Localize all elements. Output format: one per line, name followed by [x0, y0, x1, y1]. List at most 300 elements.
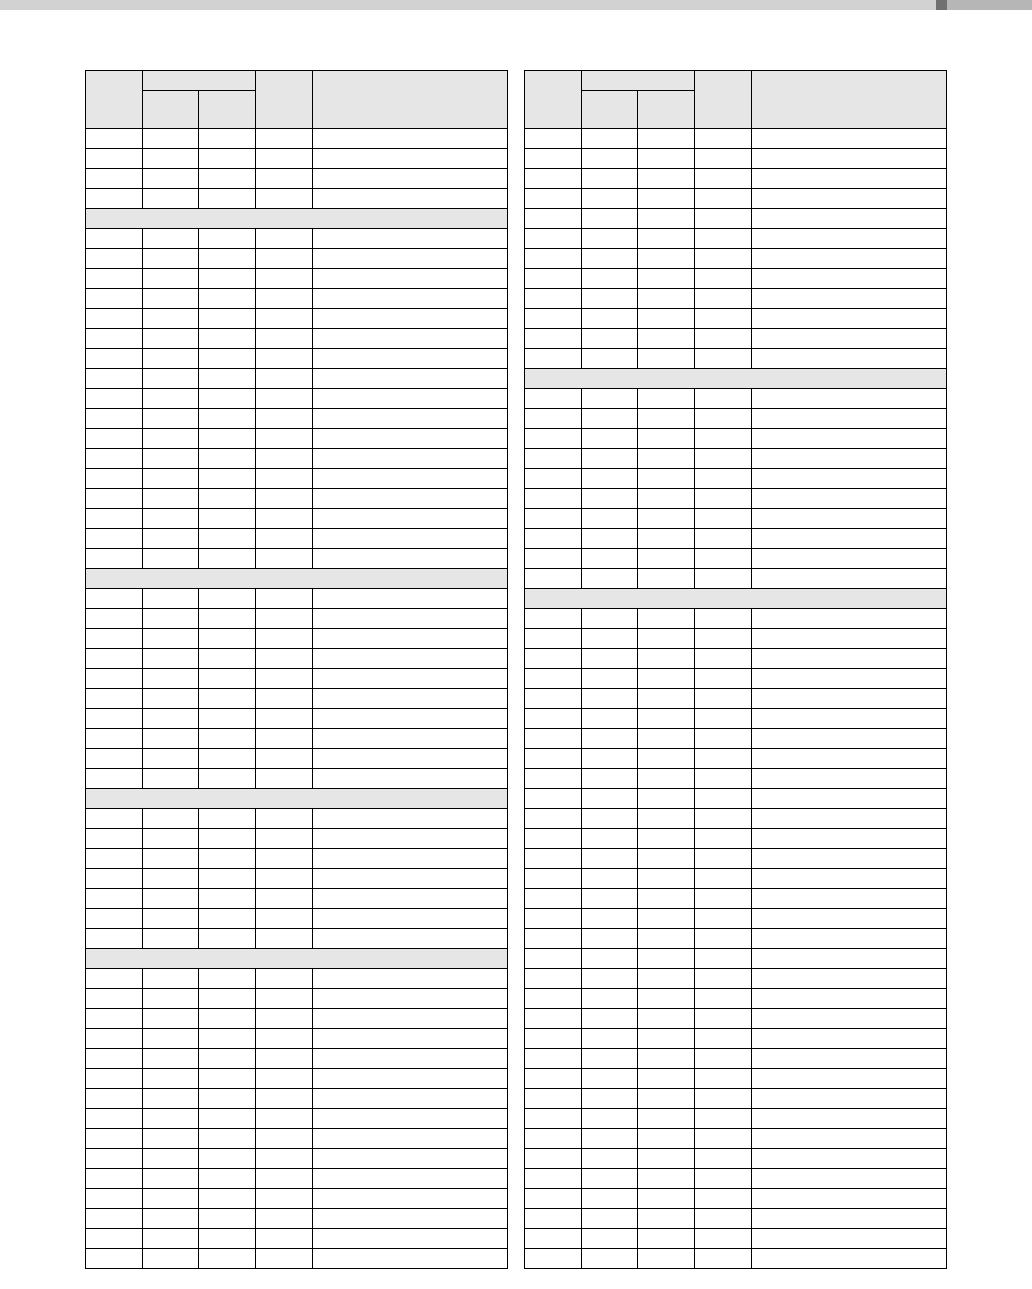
table-cell — [143, 349, 199, 369]
table-cell — [86, 769, 143, 789]
table-cell — [256, 389, 313, 409]
table-cell — [582, 1189, 638, 1209]
table-cell — [86, 829, 143, 849]
table-cell — [199, 809, 256, 829]
table-cell — [143, 229, 199, 249]
table-cell — [143, 1049, 199, 1069]
table-cell — [638, 869, 695, 889]
table-cell — [256, 289, 313, 309]
table-row — [86, 1009, 508, 1029]
table-cell — [256, 1109, 313, 1129]
table-cell — [199, 349, 256, 369]
table-cell — [525, 629, 582, 649]
table-cell — [256, 229, 313, 249]
table-cell — [313, 229, 508, 249]
table-cell — [582, 1049, 638, 1069]
table-cell — [695, 1109, 752, 1129]
left-table — [85, 70, 508, 1269]
table-cell — [525, 709, 582, 729]
table-cell — [752, 1189, 947, 1209]
table-cell — [143, 909, 199, 929]
table-cell — [638, 489, 695, 509]
table-row — [86, 369, 508, 389]
table-cell — [199, 429, 256, 449]
table-cell — [256, 969, 313, 989]
table-cell — [582, 649, 638, 669]
table-cell — [199, 1109, 256, 1129]
table-cell — [525, 269, 582, 289]
table-row — [86, 729, 508, 749]
table-cell — [313, 769, 508, 789]
table-row — [525, 469, 947, 489]
table-row — [525, 629, 947, 649]
table-row — [86, 889, 508, 909]
table-cell — [199, 549, 256, 569]
table-cell — [752, 1009, 947, 1029]
table-cell — [582, 689, 638, 709]
table-cell — [256, 1069, 313, 1089]
table-row — [86, 509, 508, 529]
table-row — [86, 449, 508, 469]
table-cell — [256, 609, 313, 629]
table-cell — [752, 469, 947, 489]
table-cell — [695, 389, 752, 409]
table-row — [525, 1169, 947, 1189]
table-cell — [638, 709, 695, 729]
table-cell — [752, 489, 947, 509]
table-cell — [256, 489, 313, 509]
table-cell — [752, 569, 947, 589]
table-cell — [582, 889, 638, 909]
table-cell — [313, 1229, 508, 1249]
table-cell — [638, 749, 695, 769]
table-cell — [752, 189, 947, 209]
table-cell — [752, 889, 947, 909]
table-cell — [313, 1089, 508, 1109]
table-cell — [256, 889, 313, 909]
table-row — [525, 649, 947, 669]
table-cell — [582, 209, 638, 229]
table-cell — [582, 789, 638, 809]
table-cell — [638, 569, 695, 589]
table-cell — [525, 209, 582, 229]
table-cell — [695, 989, 752, 1009]
table-cell — [752, 689, 947, 709]
header-col-4 — [695, 71, 752, 129]
table-cell — [752, 1149, 947, 1169]
table-cell — [695, 1069, 752, 1089]
table-row — [525, 609, 947, 629]
table-row — [525, 869, 947, 889]
table-cell — [525, 389, 582, 409]
table-row — [525, 449, 947, 469]
table-cell — [313, 1209, 508, 1229]
table-cell — [752, 789, 947, 809]
table-cell — [86, 1109, 143, 1129]
table-row — [86, 1249, 508, 1269]
table-cell — [313, 469, 508, 489]
table-cell — [86, 929, 143, 949]
table-cell — [695, 669, 752, 689]
table-cell — [143, 629, 199, 649]
table-cell — [199, 249, 256, 269]
table-cell — [313, 649, 508, 669]
table-cell — [695, 649, 752, 669]
table-row — [86, 629, 508, 649]
table-cell — [582, 949, 638, 969]
table-cell — [582, 509, 638, 529]
table-cell — [695, 769, 752, 789]
right-table-header — [525, 71, 947, 129]
table-cell — [695, 509, 752, 529]
header-bar — [0, 0, 1032, 10]
table-row — [86, 689, 508, 709]
table-row — [525, 209, 947, 229]
table-cell — [143, 169, 199, 189]
table-cell — [86, 509, 143, 529]
table-cell — [582, 189, 638, 209]
table-row — [86, 1129, 508, 1149]
table-row — [86, 1029, 508, 1049]
table-cell — [582, 249, 638, 269]
table-cell — [752, 429, 947, 449]
table-cell — [313, 1029, 508, 1049]
table-row — [86, 849, 508, 869]
table-cell — [695, 329, 752, 349]
table-cell — [525, 1069, 582, 1089]
table-cell — [199, 989, 256, 1009]
table-cell — [582, 309, 638, 329]
section-cell — [86, 209, 508, 229]
table-cell — [525, 1049, 582, 1069]
table-cell — [752, 709, 947, 729]
table-cell — [638, 889, 695, 909]
table-cell — [199, 369, 256, 389]
table-cell — [582, 1089, 638, 1109]
table-cell — [199, 629, 256, 649]
header-col-4 — [256, 71, 313, 129]
table-row — [86, 489, 508, 509]
table-cell — [313, 449, 508, 469]
table-cell — [313, 729, 508, 749]
table-cell — [752, 1229, 947, 1249]
table-cell — [313, 389, 508, 409]
table-cell — [199, 329, 256, 349]
table-cell — [525, 1129, 582, 1149]
table-cell — [143, 829, 199, 849]
table-cell — [313, 989, 508, 1009]
table-row — [86, 329, 508, 349]
table-cell — [143, 249, 199, 269]
table-cell — [86, 1049, 143, 1069]
table-cell — [695, 249, 752, 269]
header-bar-accent-tab — [936, 0, 947, 10]
table-cell — [143, 589, 199, 609]
table-row — [525, 889, 947, 909]
table-cell — [638, 1189, 695, 1209]
table-cell — [256, 689, 313, 709]
table-cell — [638, 1069, 695, 1089]
table-row — [525, 789, 947, 809]
table-cell — [525, 809, 582, 829]
table-cell — [638, 209, 695, 229]
table-cell — [199, 409, 256, 429]
table-row — [86, 769, 508, 789]
table-cell — [313, 409, 508, 429]
table-cell — [86, 289, 143, 309]
section-row — [525, 369, 947, 389]
table-cell — [199, 1089, 256, 1109]
table-cell — [86, 1149, 143, 1169]
table-cell — [256, 189, 313, 209]
table-cell — [199, 889, 256, 909]
table-cell — [525, 289, 582, 309]
table-cell — [143, 529, 199, 549]
table-cell — [525, 529, 582, 549]
table-cell — [752, 909, 947, 929]
table-cell — [143, 1069, 199, 1089]
table-cell — [752, 769, 947, 789]
table-cell — [313, 869, 508, 889]
table-cell — [256, 149, 313, 169]
table-cell — [582, 929, 638, 949]
table-cell — [86, 1089, 143, 1109]
table-cell — [256, 809, 313, 829]
table-cell — [525, 909, 582, 929]
table-cell — [199, 1009, 256, 1029]
table-cell — [695, 689, 752, 709]
table-cell — [256, 749, 313, 769]
table-cell — [525, 249, 582, 269]
table-cell — [582, 849, 638, 869]
table-cell — [313, 429, 508, 449]
table-cell — [695, 409, 752, 429]
table-cell — [86, 189, 143, 209]
table-row — [86, 669, 508, 689]
table-cell — [752, 949, 947, 969]
table-cell — [695, 269, 752, 289]
table-cell — [638, 929, 695, 949]
table-row — [525, 429, 947, 449]
table-cell — [313, 829, 508, 849]
table-row — [86, 1189, 508, 1209]
table-cell — [199, 289, 256, 309]
table-cell — [752, 1049, 947, 1069]
table-cell — [256, 369, 313, 389]
table-row — [525, 409, 947, 429]
table-row — [86, 1209, 508, 1229]
table-cell — [582, 909, 638, 929]
table-cell — [313, 369, 508, 389]
table-cell — [695, 929, 752, 949]
table-cell — [143, 1189, 199, 1209]
table-cell — [143, 1249, 199, 1269]
table-cell — [638, 949, 695, 969]
table-cell — [525, 349, 582, 369]
table-cell — [752, 649, 947, 669]
table-cell — [752, 249, 947, 269]
table-cell — [525, 449, 582, 469]
table-cell — [695, 349, 752, 369]
table-cell — [638, 1089, 695, 1109]
table-cell — [582, 709, 638, 729]
table-cell — [256, 1209, 313, 1229]
table-cell — [199, 929, 256, 949]
table-cell — [199, 389, 256, 409]
table-cell — [86, 629, 143, 649]
table-cell — [313, 1189, 508, 1209]
table-cell — [199, 509, 256, 529]
table-cell — [695, 1129, 752, 1149]
table-cell — [638, 669, 695, 689]
table-cell — [86, 889, 143, 909]
table-cell — [638, 289, 695, 309]
table-cell — [313, 969, 508, 989]
table-row — [86, 549, 508, 569]
table-cell — [525, 169, 582, 189]
table-cell — [313, 349, 508, 369]
table-row — [86, 829, 508, 849]
table-row — [525, 1209, 947, 1229]
table-cell — [313, 1149, 508, 1169]
table-cell — [143, 389, 199, 409]
table-cell — [695, 489, 752, 509]
table-cell — [86, 369, 143, 389]
table-cell — [638, 1149, 695, 1169]
table-cell — [199, 649, 256, 669]
table-cell — [525, 229, 582, 249]
table-cell — [752, 289, 947, 309]
header-group — [582, 71, 695, 91]
table-row — [525, 1189, 947, 1209]
table-cell — [752, 509, 947, 529]
table-cell — [695, 1029, 752, 1049]
table-cell — [582, 769, 638, 789]
table-cell — [143, 709, 199, 729]
table-cell — [582, 449, 638, 469]
table-cell — [752, 309, 947, 329]
table-row — [86, 1049, 508, 1069]
table-cell — [143, 549, 199, 569]
table-cell — [752, 829, 947, 849]
table-cell — [256, 1029, 313, 1049]
table-row — [86, 169, 508, 189]
right-table — [524, 70, 947, 1269]
table-cell — [525, 1229, 582, 1249]
table-cell — [638, 309, 695, 329]
table-cell — [313, 909, 508, 929]
table-row — [525, 969, 947, 989]
table-row — [525, 489, 947, 509]
table-cell — [525, 669, 582, 689]
header-col-5 — [752, 71, 947, 129]
table-cell — [86, 349, 143, 369]
table-cell — [582, 269, 638, 289]
table-cell — [638, 409, 695, 429]
table-cell — [199, 1209, 256, 1229]
section-cell — [86, 569, 508, 589]
table-cell — [752, 169, 947, 189]
table-cell — [143, 649, 199, 669]
table-cell — [695, 789, 752, 809]
table-cell — [752, 969, 947, 989]
table-cell — [256, 909, 313, 929]
table-cell — [313, 749, 508, 769]
table-cell — [256, 1149, 313, 1169]
table-cell — [638, 129, 695, 149]
table-cell — [143, 1029, 199, 1049]
table-cell — [638, 1009, 695, 1029]
table-cell — [525, 869, 582, 889]
table-cell — [143, 129, 199, 149]
table-cell — [525, 569, 582, 589]
table-row — [525, 949, 947, 969]
table-cell — [752, 849, 947, 869]
table-cell — [86, 529, 143, 549]
table-cell — [695, 1009, 752, 1029]
table-row — [86, 589, 508, 609]
table-row — [86, 249, 508, 269]
table-cell — [199, 1069, 256, 1089]
table-cell — [143, 1229, 199, 1249]
header-sub-col-2 — [638, 91, 695, 129]
header-sub-col-1 — [582, 91, 638, 129]
left-table-header — [86, 71, 508, 129]
table-cell — [525, 1249, 582, 1269]
table-cell — [752, 389, 947, 409]
table-cell — [256, 769, 313, 789]
table-cell — [638, 689, 695, 709]
table-cell — [199, 909, 256, 929]
table-row — [525, 329, 947, 349]
table-cell — [525, 189, 582, 209]
table-cell — [582, 989, 638, 1009]
header-bar-page-tab — [947, 0, 1032, 10]
table-cell — [86, 609, 143, 629]
table-cell — [525, 729, 582, 749]
table-cell — [256, 129, 313, 149]
table-cell — [582, 1129, 638, 1149]
table-cell — [695, 469, 752, 489]
table-cell — [313, 189, 508, 209]
table-cell — [256, 509, 313, 529]
table-row — [86, 929, 508, 949]
table-cell — [256, 549, 313, 569]
table-cell — [256, 709, 313, 729]
table-cell — [695, 1169, 752, 1189]
table-row — [86, 229, 508, 249]
table-cell — [256, 1249, 313, 1269]
table-cell — [582, 129, 638, 149]
table-cell — [313, 609, 508, 629]
table-cell — [695, 1209, 752, 1229]
table-row — [86, 909, 508, 929]
table-cell — [638, 1169, 695, 1189]
table-cell — [582, 1229, 638, 1249]
table-cell — [199, 849, 256, 869]
table-cell — [256, 829, 313, 849]
section-row — [525, 589, 947, 609]
table-cell — [256, 249, 313, 269]
table-cell — [143, 449, 199, 469]
table-cell — [695, 809, 752, 829]
table-cell — [199, 469, 256, 489]
table-cell — [143, 989, 199, 1009]
table-cell — [86, 469, 143, 489]
table-cell — [582, 289, 638, 309]
table-cell — [638, 509, 695, 529]
table-row — [525, 309, 947, 329]
